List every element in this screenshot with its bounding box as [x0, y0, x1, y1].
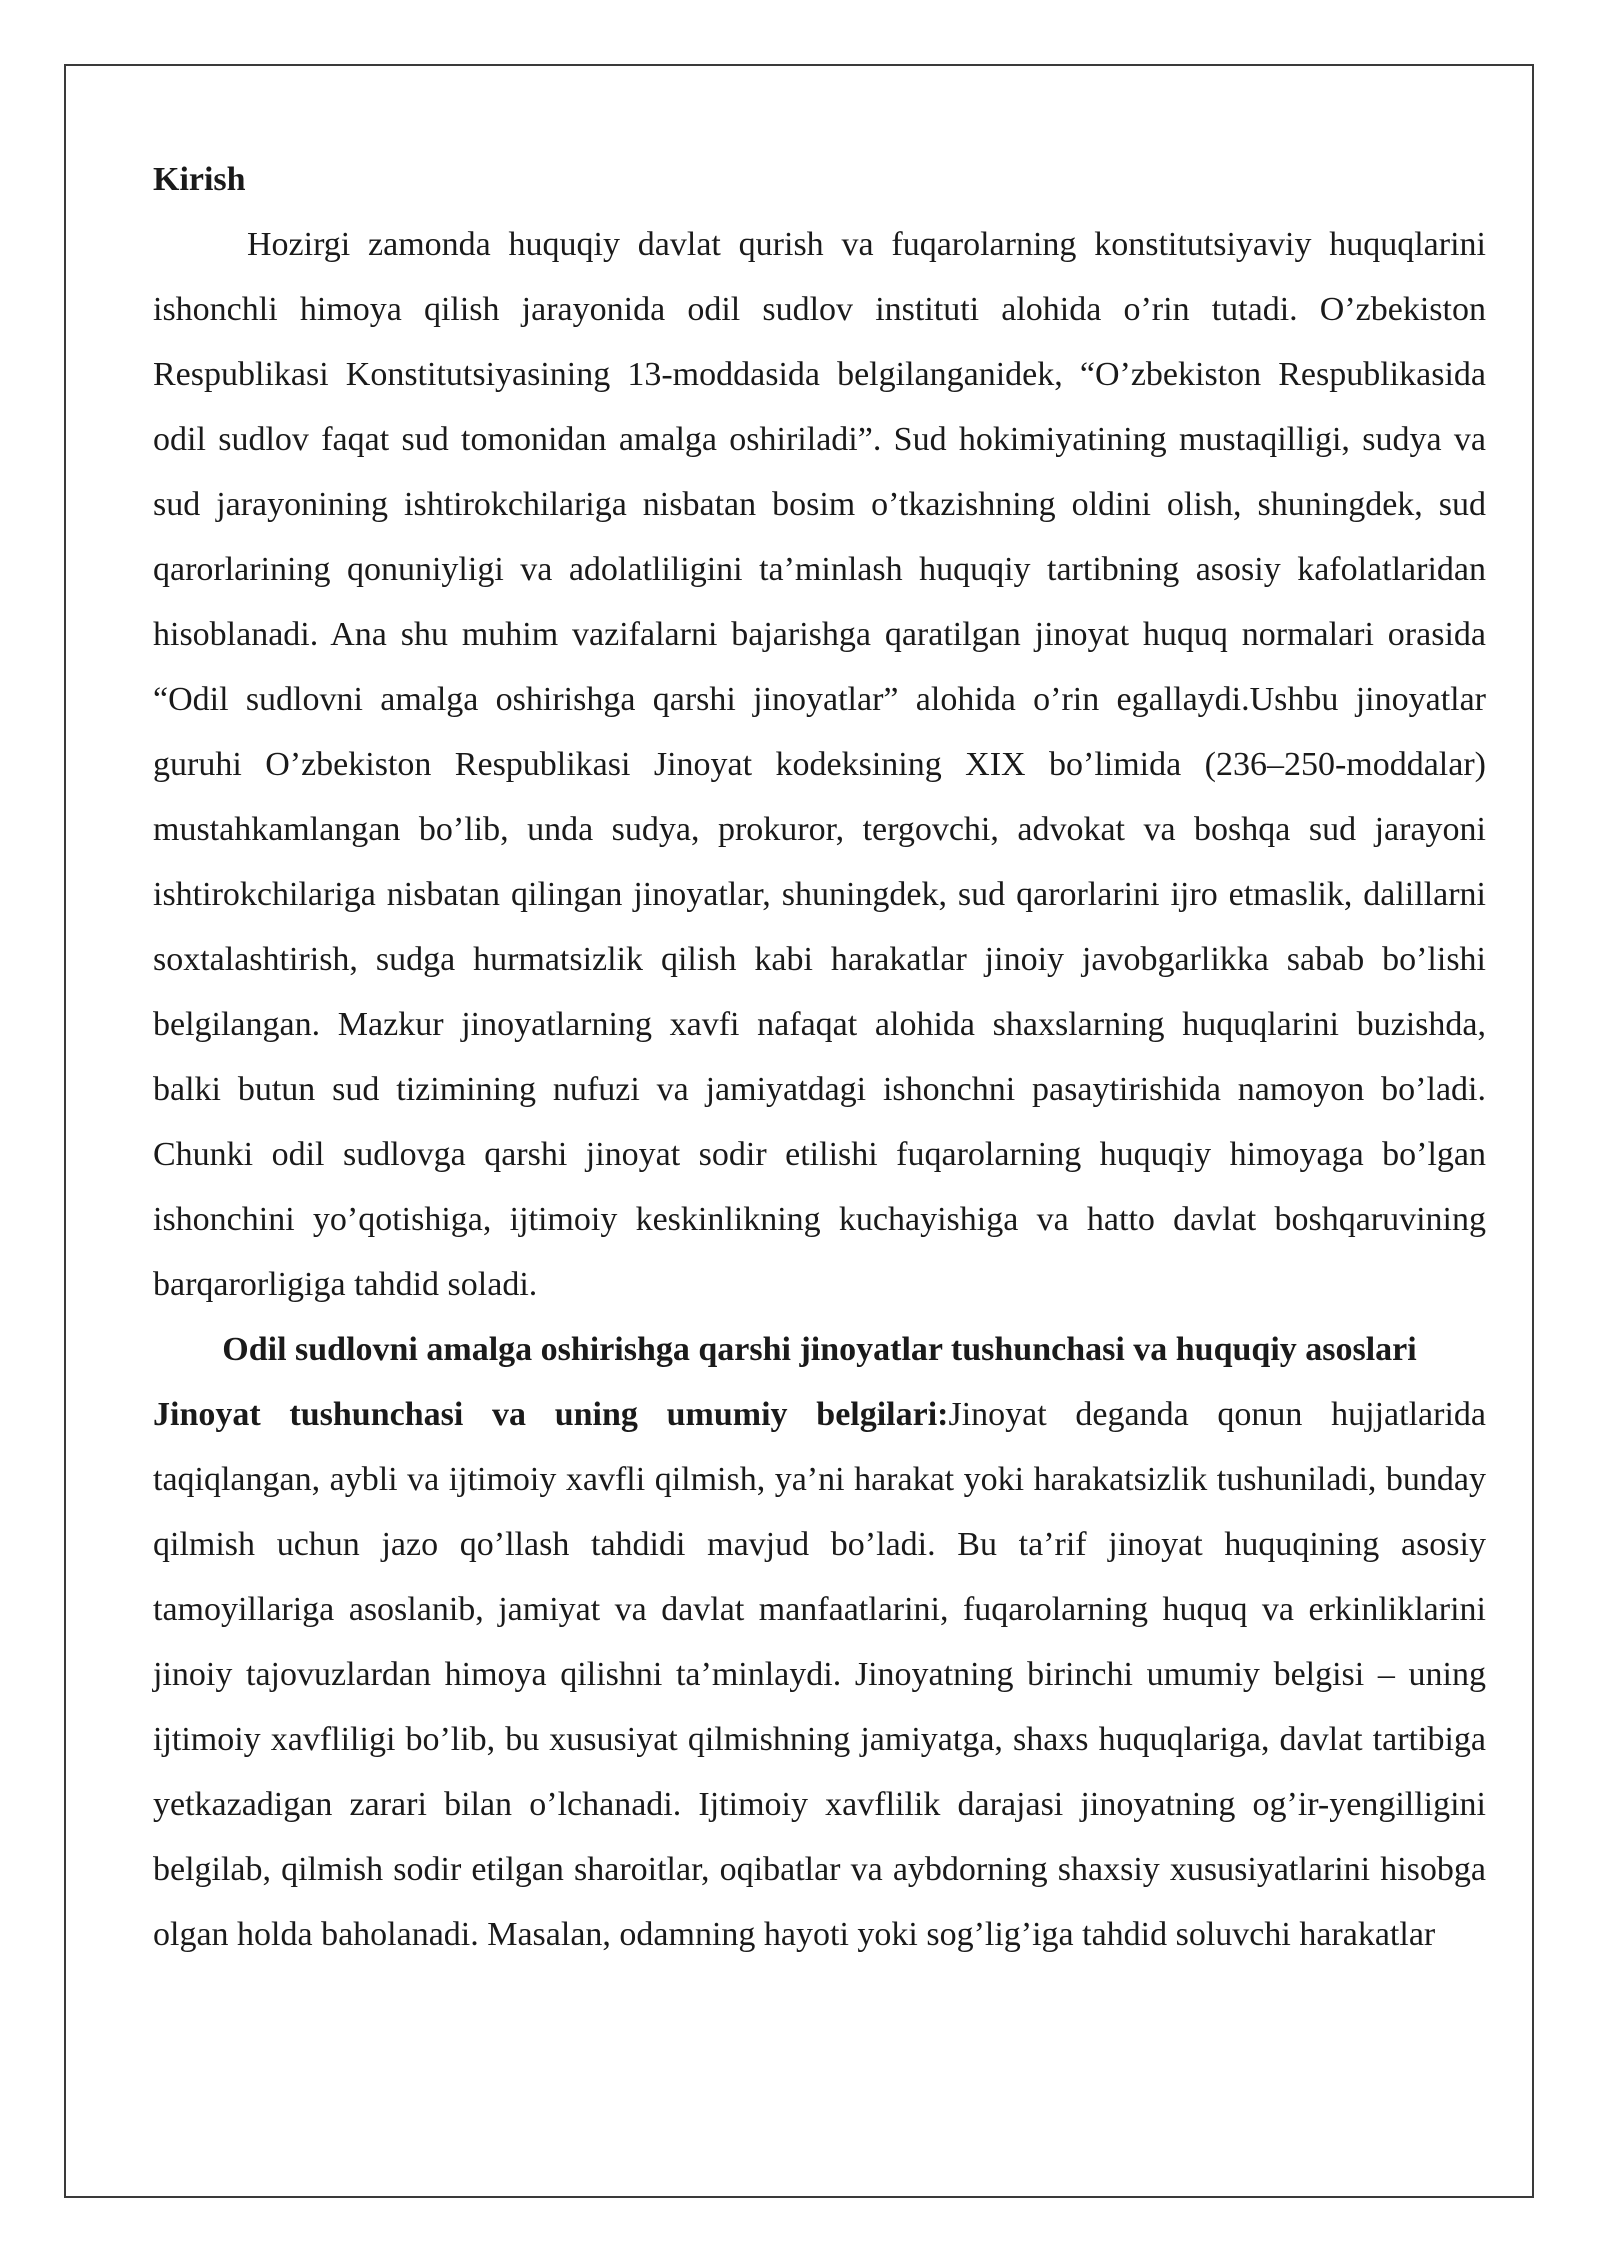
document-body	[153, 147, 1486, 1967]
subsection-text: Jinoyat deganda qonun hujjatlarida taqiqlangan, aybli va ijtimoiy xavfli qilmish, ya’ni harakat yoki harakatsizlik tushuniladi, bunday qilmish uchun jazo qo’llash tahdidi mavjud bo’ladi. Bu ta’rif jinoyat huquqining asosiy tamoyillariga asoslanib, jamiyat va davlat manfaatlarini, fuqarolarning huquq va erkinliklarini jinoiy tajovuzlardan himoya qilishni ta’minlaydi. Jinoyatning birinchi umumiy belgisi – uning ijtimoiy xavfliligi bo’lib, bu xususiyat qilmishning jamiyatga, shaxs huquqlariga, davlat tartibiga yetkazadigan zarari bilan o’lchanadi. Ijtimoiy xavflilik darajasi jinoyatning og’ir-yengilligini belgilab, qilmish sodir etilgan sharoitlar, oqibatlar va aybdorning shaxsiy xususiyatlarini hisobga olgan holda baholanadi. Masalan, odamning hayoti yoki sog’lig’iga tahdid soluvchi harakatlar	[153, 1396, 1486, 1953]
section-heading: Odil sudlovni amalga oshirishga qarshi jinoyatlar tushunchasi va huquqiy asoslari	[222, 1331, 1417, 1368]
subsection-label: Jinoyat tushunchasi va uning umumiy belgilari:	[153, 1396, 949, 1433]
subsection-paragraph	[153, 1382, 1486, 1967]
intro-paragraph: Hozirgi zamonda huquqiy davlat qurish va fuqarolarning konstitutsiyaviy huquqlarini ishonchli himoya qilish jarayonida odil sudlov instituti alohida o’rin tutadi. O’zbekiston Respublikasi Konstitutsiyasining 13-moddasida belgilanganidek, “O’zbekiston Respublikasida odil sudlov faqat sud tomonidan amalga oshiriladi”. Sud hokimiyatining mustaqilligi, sudya va sud jarayonining ishtirokchilariga nisbatan bosim o’tkazishning oldini olish, shuningdek, sud qarorlarining qonuniyligi va adolatliligini ta’minlash huquqiy tartibning asosiy kafolatlaridan hisoblanadi. Ana shu muhim vazifalarni bajarishga qaratilgan jinoyat huquq normalari orasida “Odil sudlovni amalga oshirishga qarshi jinoyatlar” alohida o’rin egallaydi.Ushbu jinoyatlar guruhi O’zbekiston Respublikasi Jinoyat kodeksining XIX bo’limida (236–250-moddalar) mustahkamlangan bo’lib, unda sudya, prokuror, tergovchi, advokat va boshqa sud jarayoni ishtirokchilariga nisbatan qilingan jinoyatlar, shuningdek, sud qarorlarini ijro etmaslik, dalillarni soxtalashtirish, sudga hurmatsizlik qilish kabi harakatlar jinoiy javobgarlikka sabab bo’lishi belgilangan. Mazkur jinoyatlarning xavfi nafaqat alohida shaxslarning huquqlarini buzishda, balki butun sud tizimining nufuzi va jamiyatdagi ishonchni pasaytirishida namoyon bo’ladi. Chunki odil sudlovga qarshi jinoyat sodir etilishi fuqarolarning huquqiy himoyaga bo’lgan ishonchini yo’qotishiga, ijtimoiy keskinlikning kuchayishiga va hatto davlat boshqaruvining barqarorligiga tahdid soladi.	[153, 226, 1486, 1303]
intro-heading: Kirish	[153, 161, 246, 198]
